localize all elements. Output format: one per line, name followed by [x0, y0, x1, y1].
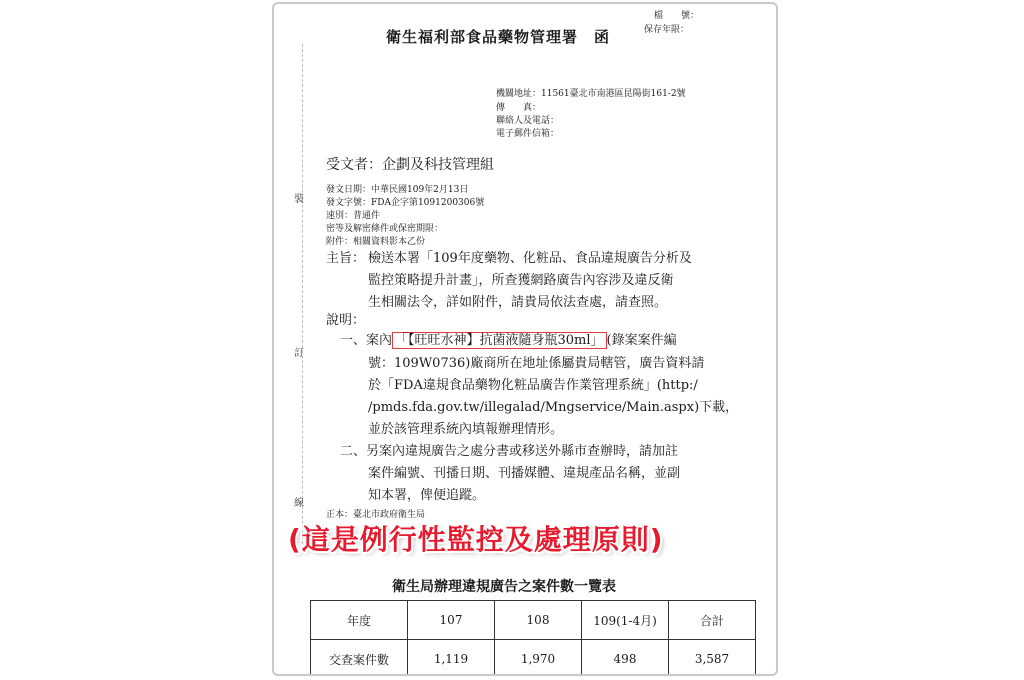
- issue-number: 發文字號：FDA企字第1091200306號: [326, 198, 485, 208]
- subject-line-2: 監控策略提升計畫」，所查獲網路廣告內容涉及違反衛: [368, 273, 674, 288]
- attachment: 附件：相關資料影本乙份: [326, 237, 426, 247]
- main-recipient: 正本：臺北市政府衛生局: [326, 510, 426, 520]
- document-title: 衛生福利部食品藥物管理署 函: [386, 28, 611, 46]
- urgency: 速別：普通件: [326, 211, 381, 221]
- overlay-caption: (這是例行性監控及處理原則): [288, 523, 664, 556]
- document-page: [272, 2, 778, 676]
- table-header-cell: 107: [408, 601, 495, 640]
- product-name-highlight: 「【旺旺水神】抗菌液隨身瓶30ml」: [392, 332, 607, 349]
- binding-char-bottom: 線: [294, 498, 304, 509]
- subject-line-1: 檢送本署「109年度藥物、化粧品、食品違規廣告分析及: [368, 251, 692, 266]
- subject-line-3: 生相關法令，詳如附件，請貴局依法查處，請查照。: [368, 295, 668, 310]
- subject-label: 主旨：: [326, 251, 366, 266]
- case-count-table: [310, 600, 756, 676]
- binding-line: [302, 44, 304, 554]
- keep-years-label: 保存年限：: [644, 25, 690, 35]
- explanation-label: 說明：: [326, 313, 366, 328]
- confidentiality: 密等及解密條件或保密期限：: [326, 224, 444, 234]
- contact-fax: 傳 真：: [496, 103, 542, 113]
- recipient-line: 受文者：企劃及科技管理組: [326, 157, 494, 173]
- item2-line-2: 案件編號、刊播日期、刊播媒體、違規產品名稱，並副: [368, 466, 681, 481]
- item1-line-2: 號：109W0736)廠商所在地址係屬貴局轄管，廣告資料請: [368, 356, 705, 371]
- binding-char-middle: 訂: [294, 348, 304, 359]
- table-header-cell: 108: [495, 601, 582, 640]
- contact-phone: 聯絡人及電話：: [496, 116, 560, 126]
- table-header-cell: 年度: [311, 601, 408, 640]
- item1-prefix: 一、案內: [340, 333, 393, 348]
- binding-char-top: 裝: [294, 194, 304, 205]
- item1-line-5: 並於該管理系統內填報辦理情形。: [368, 422, 564, 437]
- table-header-row: [311, 601, 756, 640]
- table-header-cell: 合計: [669, 601, 756, 640]
- table-cell: 1,119: [408, 640, 495, 677]
- item1-line-3: 於「FDA違規食品藥物化粧品廣告作業管理系統」(http:/: [368, 378, 698, 393]
- table-cell: 交查案件數: [311, 640, 408, 677]
- item2-line-3: 知本署，俾便追蹤。: [368, 488, 486, 503]
- table-header-cell: 109(1-4月): [582, 601, 669, 640]
- contact-email: 電子郵件信箱：: [496, 129, 560, 139]
- table-cell: 1,970: [495, 640, 582, 677]
- item1-suffix: (錄案案件編: [606, 333, 677, 348]
- item1-line-4: /pmds.fda.gov.tw/illegalad/Mngservice/Main.aspx)下載，: [368, 400, 739, 415]
- issue-date: 發文日期：中華民國109年2月13日: [326, 185, 469, 195]
- item1-first-line: [340, 329, 677, 348]
- table-cell: 3,587: [669, 640, 756, 677]
- item2-line-1: 二、另案內違規廣告之處分書或移送外縣市查辦時，請加註: [340, 444, 679, 459]
- table-row: [311, 640, 756, 677]
- table-title: 衛生局辦理違規廣告之案件數一覽表: [392, 579, 616, 595]
- contact-address: 機關地址：11561臺北市南港區昆陽街161-2號: [496, 89, 686, 99]
- table-cell: 498: [582, 640, 669, 677]
- file-number-label: 檔 號：: [654, 11, 700, 21]
